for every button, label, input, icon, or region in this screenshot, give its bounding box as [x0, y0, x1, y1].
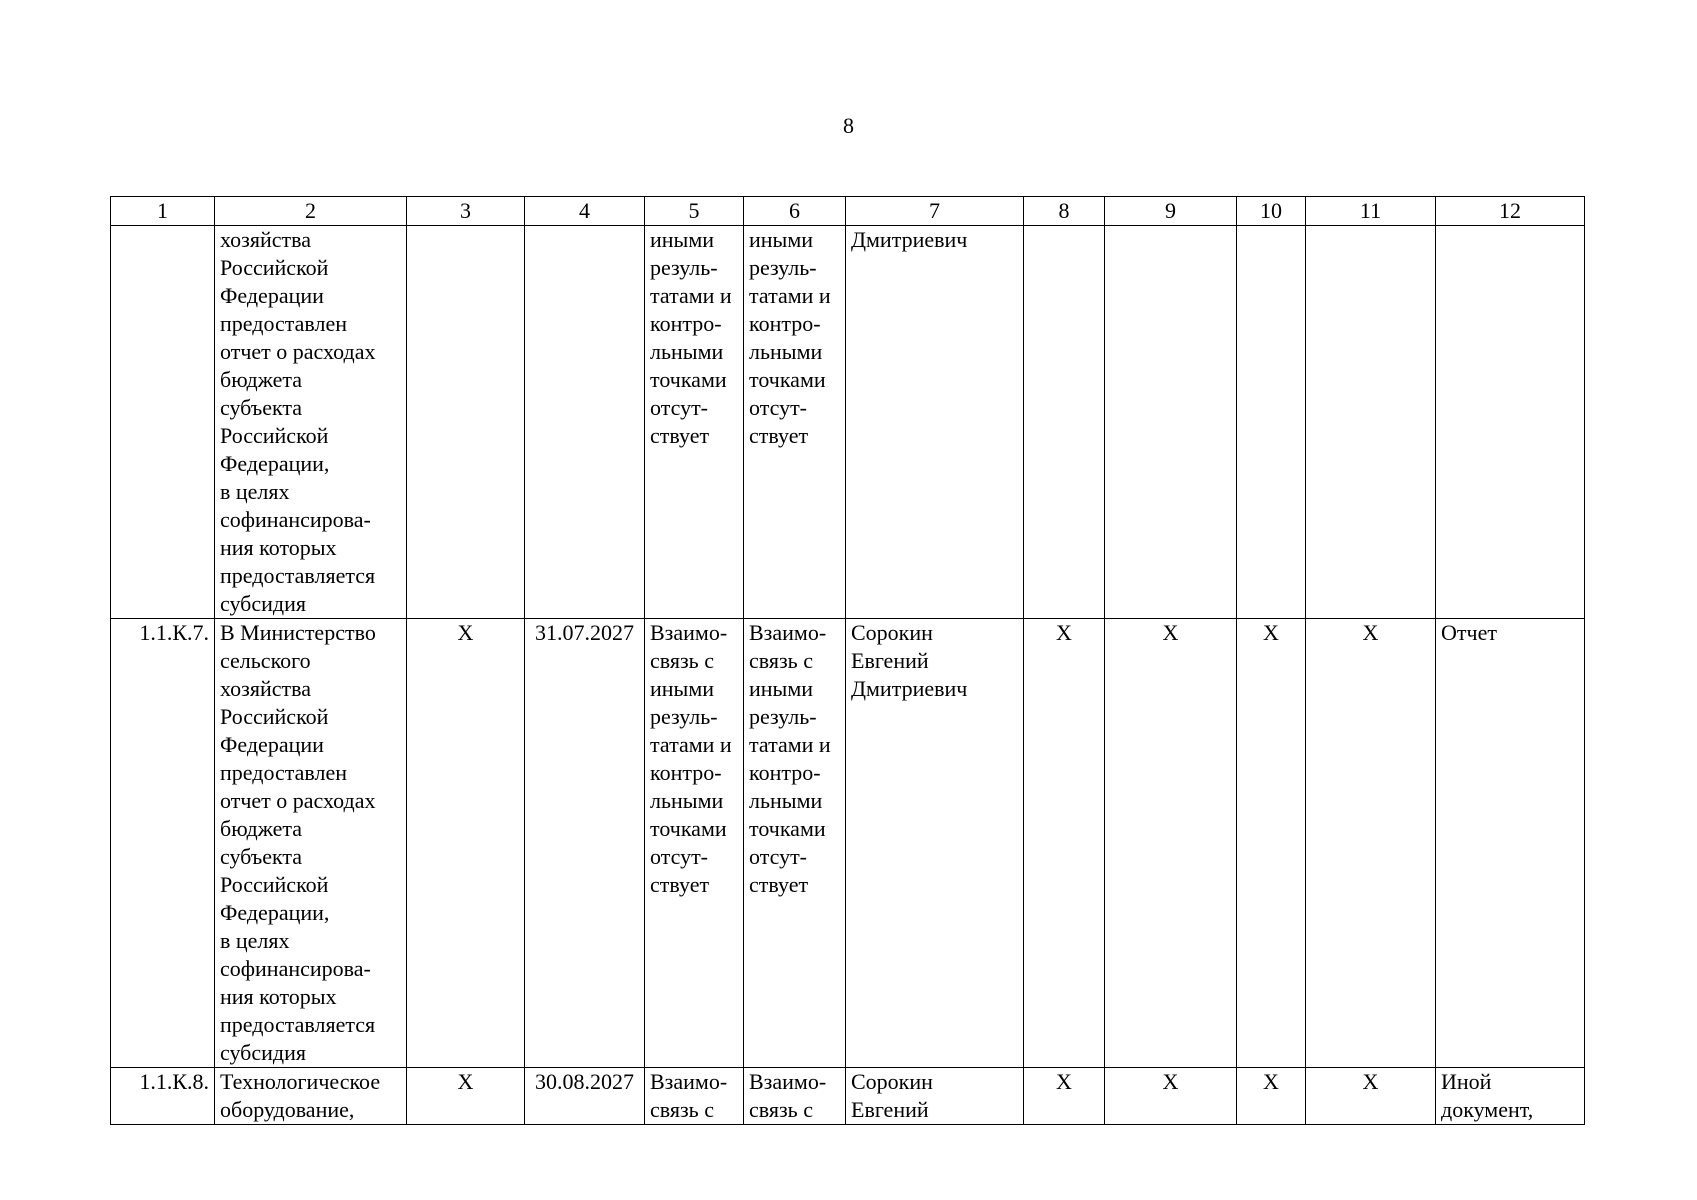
cell-responsible: Сорокин Евгений Дмитриевич — [846, 619, 1024, 1068]
cell-col11: X — [1306, 1068, 1436, 1125]
column-header-7: 7 — [846, 197, 1024, 226]
cell-number: 1.1.К.7. — [111, 619, 215, 1068]
cell-description: Технологическое оборудование, — [215, 1068, 407, 1125]
table-row — [111, 226, 1585, 619]
cell-date: 31.07.2027 — [525, 619, 645, 1068]
column-header-1: 1 — [111, 197, 215, 226]
cell-col10: X — [1237, 619, 1306, 1068]
column-header-3: 3 — [407, 197, 525, 226]
cell-description: хозяйства Российской Федерации предоставлен отчет о расходах бюджета субъекта Российской Федерации, в целях софинансирова- ния которых предоставляется субсидия — [215, 226, 407, 619]
column-header-6: 6 — [744, 197, 846, 226]
cell-number: 1.1.К.8. — [111, 1068, 215, 1125]
cell-col3: X — [407, 619, 525, 1068]
column-header-12: 12 — [1436, 197, 1585, 226]
cell-document-type: Иной документ, — [1436, 1068, 1585, 1125]
cell-responsible: Сорокин Евгений — [846, 1068, 1024, 1125]
cell-col8 — [1024, 226, 1105, 619]
cell-col9 — [1105, 226, 1237, 619]
cell-col8: X — [1024, 1068, 1105, 1125]
cell-col3 — [407, 226, 525, 619]
cell-col11 — [1306, 226, 1436, 619]
cell-col6: Взаимо- связь с — [744, 1068, 846, 1125]
cell-col10: X — [1237, 1068, 1306, 1125]
column-header-2: 2 — [215, 197, 407, 226]
cell-col10 — [1237, 226, 1306, 619]
cell-responsible: Дмитриевич — [846, 226, 1024, 619]
table-row — [111, 619, 1585, 1068]
column-header-11: 11 — [1306, 197, 1436, 226]
cell-col9: X — [1105, 619, 1237, 1068]
cell-document-type — [1436, 226, 1585, 619]
column-header-10: 10 — [1237, 197, 1306, 226]
cell-col3: X — [407, 1068, 525, 1125]
column-header-8: 8 — [1024, 197, 1105, 226]
column-header-9: 9 — [1105, 197, 1237, 226]
column-header-5: 5 — [645, 197, 744, 226]
cell-description: В Министерство сельского хозяйства Российской Федерации предоставлен отчет о расходах бюджета субъекта Российской Федерации, в целях софинансирова- ния которых предоставляется субсидия — [215, 619, 407, 1068]
cell-col5: Взаимо- связь с — [645, 1068, 744, 1125]
page-number: 8 — [843, 113, 854, 138]
cell-date: 30.08.2027 — [525, 1068, 645, 1125]
cell-document-type: Отчет — [1436, 619, 1585, 1068]
cell-col8: X — [1024, 619, 1105, 1068]
table-row — [111, 1068, 1585, 1125]
cell-col6: иными резуль- татами и контро- льными точками отсут- ствует — [744, 226, 846, 619]
cell-col9: X — [1105, 1068, 1237, 1125]
column-header-4: 4 — [525, 197, 645, 226]
header-row — [111, 197, 1585, 226]
cell-date — [525, 226, 645, 619]
plan-table — [110, 196, 1585, 1125]
cell-col11: X — [1306, 619, 1436, 1068]
cell-col5: Взаимо- связь с иными резуль- татами и контро- льными точками отсут- ствует — [645, 619, 744, 1068]
cell-number — [111, 226, 215, 619]
cell-col5: иными резуль- татами и контро- льными точками отсут- ствует — [645, 226, 744, 619]
cell-col6: Взаимо- связь с иными резуль- татами и контро- льными точками отсут- ствует — [744, 619, 846, 1068]
